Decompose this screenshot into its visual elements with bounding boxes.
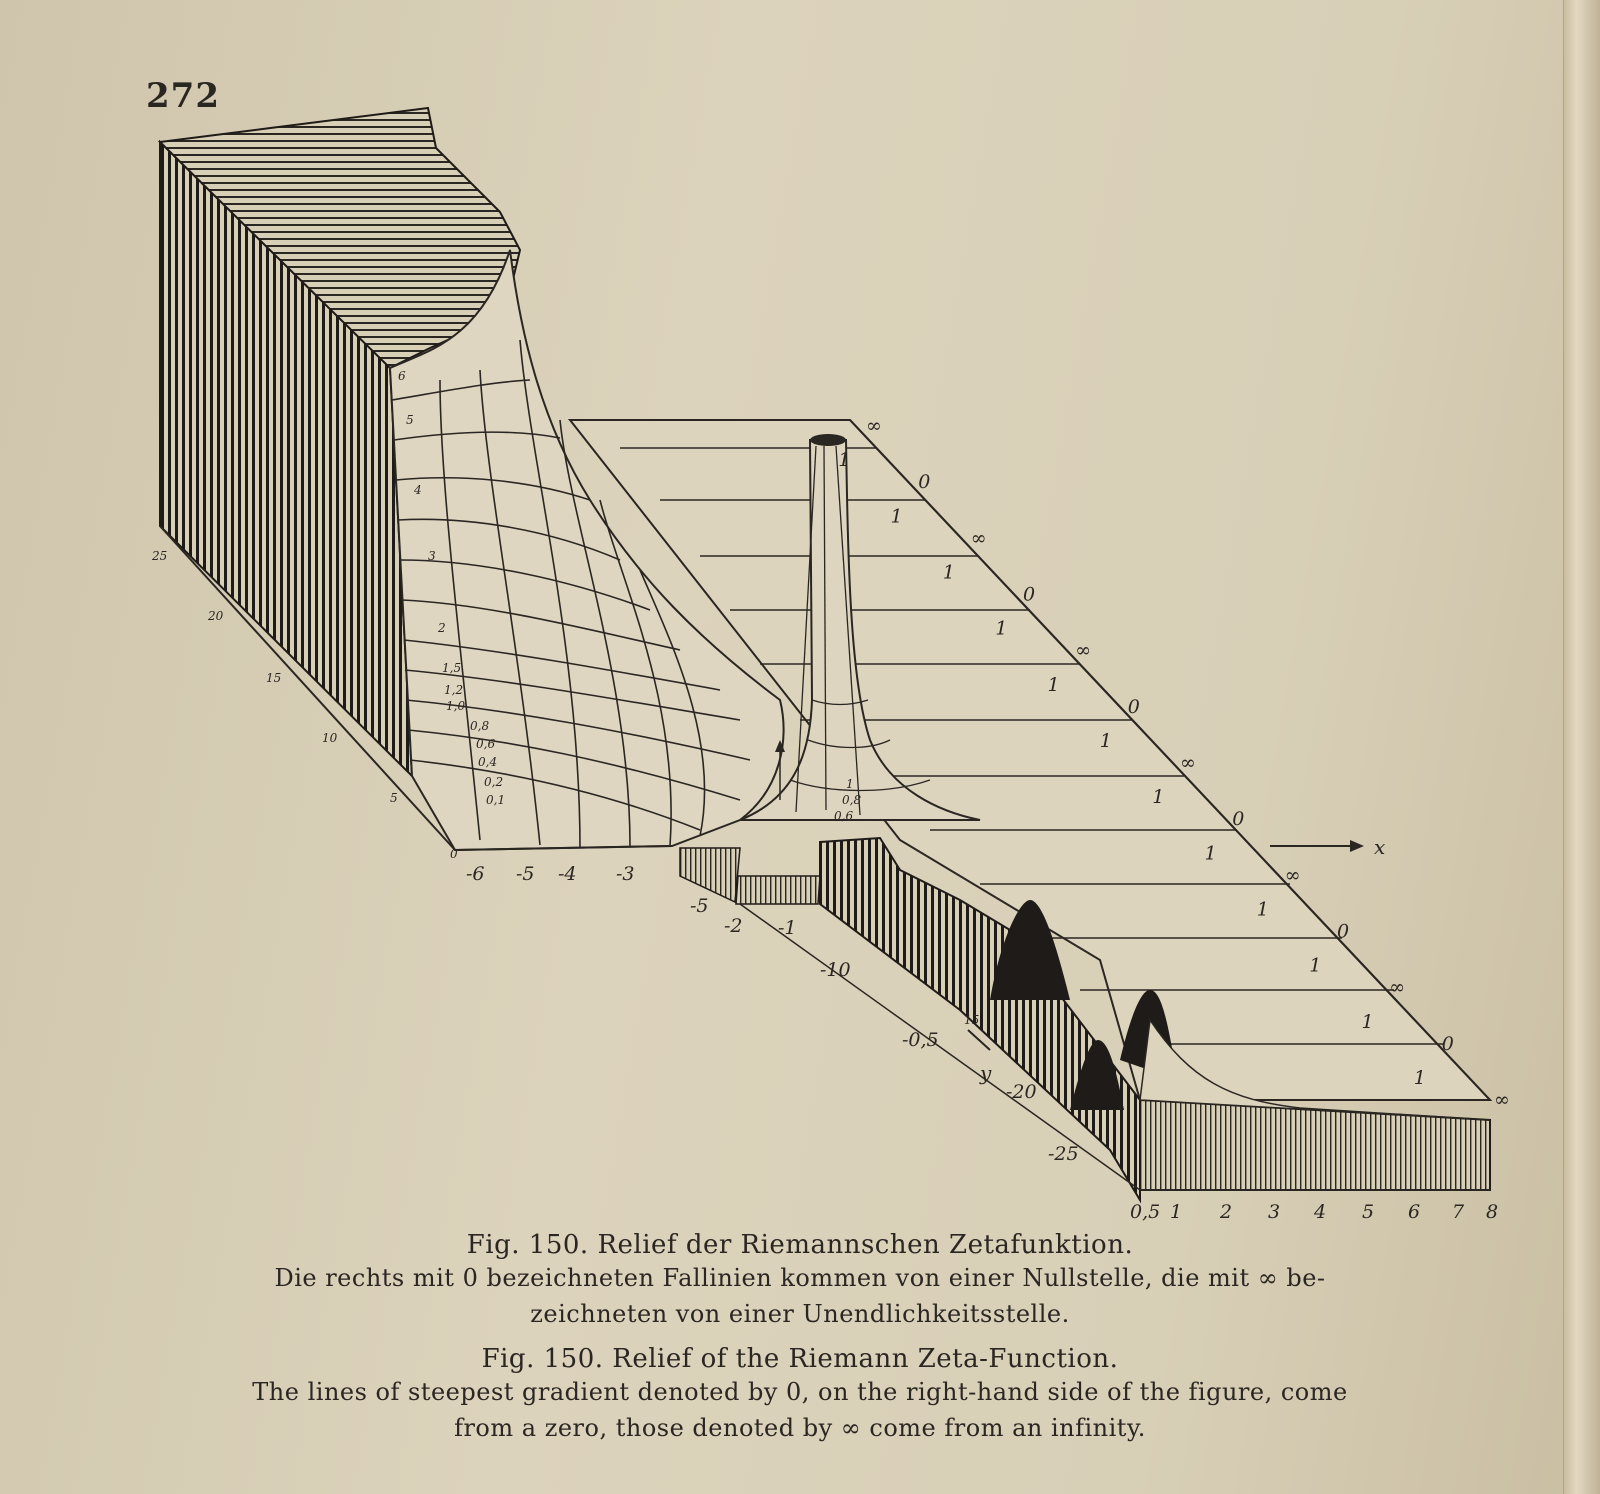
height-tick: 1,5	[442, 661, 462, 675]
height-tick: 0,6	[476, 737, 496, 751]
caption-de-line1: Die rechts mit 0 bezeichneten Fallinien kommen von einer Nullstelle, die mit ∞ be-	[274, 1264, 1326, 1292]
right-edge-label: 1	[1309, 954, 1322, 977]
y-tick: -0,5	[902, 1029, 939, 1051]
x-tick-left: -6	[466, 863, 485, 885]
height-tick: 0,4	[478, 755, 498, 769]
x-tick-left: -5	[516, 863, 535, 885]
right-edge-label: 0	[1441, 1032, 1454, 1055]
y-tick: -20	[1006, 1081, 1037, 1103]
right-edge-label: 0	[1023, 583, 1036, 606]
right-edge-label: 1	[890, 505, 903, 528]
peak-tick: 0,6	[834, 809, 854, 823]
caption-de-line2: zeichneten von einer Unendlichkeitsstelle.	[530, 1300, 1070, 1328]
y-axis-label: y	[980, 1061, 992, 1085]
x-axis-label: x	[1374, 835, 1386, 859]
x-tick-bottom: 1	[1170, 1201, 1183, 1223]
height-tick: 1,0	[446, 699, 466, 713]
x-tick-bottom: 8	[1486, 1201, 1499, 1223]
x-ticks-bottom	[1130, 1201, 1498, 1223]
x-tick-bottom: 3	[1268, 1201, 1281, 1223]
y-tick: -25	[1048, 1143, 1079, 1165]
right-edge-label: 1	[1047, 673, 1060, 696]
right-block-front	[1140, 1100, 1490, 1190]
right-edge-label: 1	[1204, 842, 1217, 865]
right-edge-label: ∞	[970, 527, 987, 550]
central-wall	[680, 848, 740, 902]
height-tick: 0,2	[484, 775, 504, 789]
right-edge-label: ∞	[1494, 1089, 1510, 1111]
right-edge-label: 0	[918, 471, 931, 494]
peak-tick: 0,8	[842, 793, 862, 807]
caption-en-title: Fig. 150. Relief of the Riemann Zeta-Function.	[481, 1344, 1119, 1374]
x-tick-mid: -2	[724, 915, 743, 937]
height-tick: 4	[414, 483, 422, 497]
depth-tick: 0	[450, 847, 458, 861]
right-edge-label: 1	[1256, 898, 1269, 921]
caption-en-line1: The lines of steepest gradient denoted by 0, on the right-hand side of the figure, come	[252, 1378, 1348, 1406]
right-edge-label: ∞	[1075, 639, 1092, 662]
x-tick-left: -3	[616, 863, 635, 885]
right-edge-label: 1	[1099, 729, 1112, 752]
x-tick-bottom: 7	[1452, 1201, 1465, 1223]
right-edge-label: 1	[942, 561, 955, 584]
x-arrow-head	[1350, 840, 1364, 852]
right-edge-label: ∞	[1284, 864, 1301, 887]
caption-en-line2: from a zero, those denoted by ∞ come from an infinity.	[454, 1414, 1146, 1442]
x-tick-bottom: 6	[1408, 1201, 1421, 1223]
x-tick-bottom: 0,5	[1130, 1201, 1161, 1223]
small-marker: 15	[964, 1013, 980, 1027]
depth-tick: 20	[208, 609, 224, 623]
right-edge-label: 1	[1413, 1066, 1426, 1089]
right-edge-label: 0	[1232, 808, 1245, 831]
right-edge-label: 1	[995, 617, 1008, 640]
x-ticks-left	[466, 863, 635, 885]
height-tick: 2	[438, 621, 446, 635]
height-tick: 6	[398, 369, 406, 383]
central-wall-light	[736, 876, 820, 904]
height-tick: 0,8	[470, 719, 490, 733]
height-tick: 1,2	[444, 683, 464, 697]
right-edge-label: 1	[838, 449, 851, 472]
x-tick-left: -4	[558, 863, 577, 885]
x-tick-mid: -1	[778, 917, 797, 939]
x-tick-bottom: 2	[1220, 1201, 1233, 1223]
depth-tick: 15	[266, 671, 282, 685]
page-number: 272	[146, 76, 220, 116]
y-tick: -10	[820, 959, 851, 981]
caption-english	[130, 1344, 1470, 1446]
x-tick-bottom: 5	[1362, 1201, 1375, 1223]
height-tick: 3	[428, 549, 436, 563]
height-tick: 0,1	[486, 793, 506, 807]
height-tick: 5	[406, 413, 414, 427]
depth-tick: 25	[152, 549, 168, 563]
right-edge-label: ∞	[866, 415, 882, 437]
x-tick-bottom: 4	[1314, 1201, 1327, 1223]
peak-tick: 1	[846, 777, 854, 791]
right-edge-label: 0	[1337, 920, 1350, 943]
right-edge-label: 1	[1361, 1010, 1374, 1033]
right-edge-label: ∞	[1389, 976, 1406, 999]
right-edge-label: ∞	[1180, 752, 1196, 774]
caption-german	[130, 1230, 1470, 1332]
depth-tick: 10	[322, 731, 338, 745]
caption-de-title: Fig. 150. Relief der Riemannschen Zetafunktion.	[466, 1230, 1134, 1260]
right-edge-label: 0	[1127, 695, 1140, 718]
depth-tick: 5	[390, 791, 398, 805]
y-tick: -5	[690, 895, 709, 917]
right-edge-label: 1	[1152, 786, 1165, 809]
